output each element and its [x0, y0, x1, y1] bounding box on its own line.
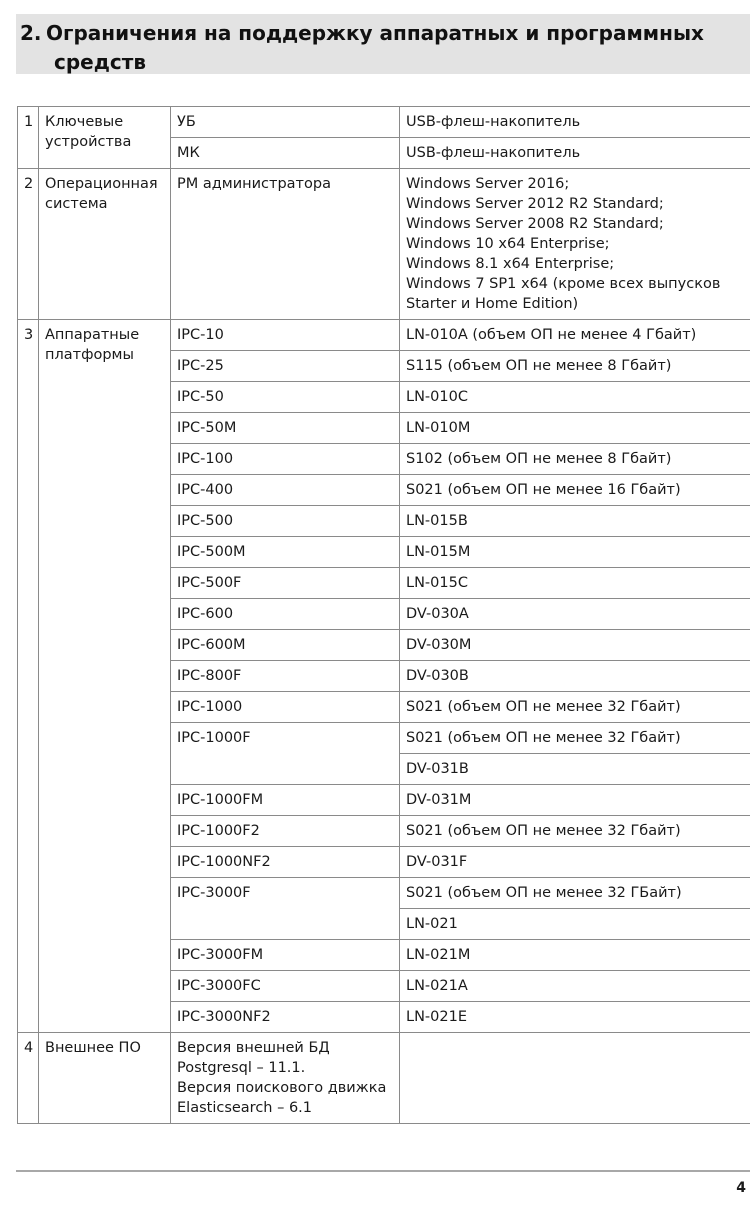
item-value: DV-031M	[400, 785, 750, 816]
item-name: IPC-1000NF2	[171, 847, 400, 878]
software-line: Версия внешней БД	[177, 1040, 330, 1056]
category-cell: Аппаратные платформы	[39, 320, 171, 1033]
section-heading	[16, 14, 750, 74]
row-number: 3	[18, 320, 39, 1033]
os-entry: Windows Server 2012 R2 Standard;	[406, 196, 664, 212]
item-name: IPC-3000FC	[171, 971, 400, 1002]
item-value: LN-015B	[400, 506, 750, 537]
item-name: IPC-3000F	[171, 878, 400, 940]
item-name: IPC-400	[171, 475, 400, 506]
item-value: S115 (объем ОП не менее 8 Гбайт)	[400, 351, 750, 382]
item-value: LN-021A	[400, 971, 750, 1002]
page-number: 4	[736, 1180, 746, 1196]
item-value: S021 (объем ОП не менее 32 ГБайт)	[400, 878, 750, 909]
section-title-line1: Ограничения на поддержку аппаратных и программных	[46, 21, 704, 45]
item-value: LN-015C	[400, 568, 750, 599]
item-value: DV-030B	[400, 661, 750, 692]
item-name: IPC-10	[171, 320, 400, 351]
os-entry: Windows 10 x64 Enterprise;	[406, 236, 610, 252]
item-value: DV-030A	[400, 599, 750, 630]
item-value: LN-010M	[400, 413, 750, 444]
item-name: МК	[171, 138, 400, 169]
os-entry: Windows Server 2016;	[406, 176, 570, 192]
table-row	[18, 1033, 750, 1124]
item-name: IPC-3000FM	[171, 940, 400, 971]
item-value: S021 (объем ОП не менее 32 Гбайт)	[400, 723, 750, 754]
item-value: USB-флеш-накопитель	[400, 138, 750, 169]
item-name: РМ администратора	[171, 169, 400, 320]
item-name: IPC-500M	[171, 537, 400, 568]
item-value: LN-010A (объем ОП не менее 4 Гбайт)	[400, 320, 750, 351]
item-name: IPC-500	[171, 506, 400, 537]
item-value: DV-030M	[400, 630, 750, 661]
item-name: IPC-800F	[171, 661, 400, 692]
item-value: USB-флеш-накопитель	[400, 107, 750, 138]
category-cell: Внешнее ПО	[39, 1033, 171, 1124]
item-value	[400, 1033, 750, 1124]
item-value: S102 (объем ОП не менее 8 Гбайт)	[400, 444, 750, 475]
os-entry: Windows Server 2008 R2 Standard;	[406, 216, 664, 232]
item-name: IPC-600	[171, 599, 400, 630]
software-list	[171, 1033, 400, 1124]
footer-divider	[16, 1170, 750, 1172]
software-line: Версия поискового движка	[177, 1080, 387, 1096]
item-value: S021 (объем ОП не менее 32 Гбайт)	[400, 692, 750, 723]
item-name: IPC-1000FM	[171, 785, 400, 816]
os-list	[400, 169, 750, 320]
item-name: УБ	[171, 107, 400, 138]
os-entry: Windows 7 SP1 x64 (кроме всех выпусков Starter и Home Edition)	[406, 276, 721, 312]
row-number: 2	[18, 169, 39, 320]
item-name: IPC-600M	[171, 630, 400, 661]
table-row	[18, 320, 750, 351]
section-number: 2.	[20, 21, 42, 45]
item-value: LN-021E	[400, 1002, 750, 1033]
item-value: LN-021M	[400, 940, 750, 971]
item-name: IPC-1000F	[171, 723, 400, 785]
os-entry: Windows 8.1 x64 Enterprise;	[406, 256, 615, 272]
item-name: IPC-1000	[171, 692, 400, 723]
software-line: Elasticsearch – 6.1	[177, 1100, 313, 1116]
item-name: IPC-50	[171, 382, 400, 413]
category-cell: Операционная система	[39, 169, 171, 320]
item-value: DV-031B	[400, 754, 750, 785]
row-number: 1	[18, 107, 39, 169]
item-name: IPC-500F	[171, 568, 400, 599]
item-value: S021 (объем ОП не менее 16 Гбайт)	[400, 475, 750, 506]
section-title-line2: средств	[54, 50, 146, 74]
item-value: LN-021	[400, 909, 750, 940]
item-value: DV-031F	[400, 847, 750, 878]
category-cell: Ключевые устройства	[39, 107, 171, 169]
table-row	[18, 169, 750, 320]
software-line: Postgresql – 11.1.	[177, 1060, 306, 1076]
table-row	[18, 107, 750, 138]
item-name: IPC-3000NF2	[171, 1002, 400, 1033]
item-value: LN-010C	[400, 382, 750, 413]
item-name: IPC-25	[171, 351, 400, 382]
item-name: IPC-100	[171, 444, 400, 475]
item-name: IPC-50M	[171, 413, 400, 444]
item-name: IPC-1000F2	[171, 816, 400, 847]
requirements-table	[17, 106, 750, 1124]
item-value: LN-015M	[400, 537, 750, 568]
item-value: S021 (объем ОП не менее 32 Гбайт)	[400, 816, 750, 847]
row-number: 4	[18, 1033, 39, 1124]
